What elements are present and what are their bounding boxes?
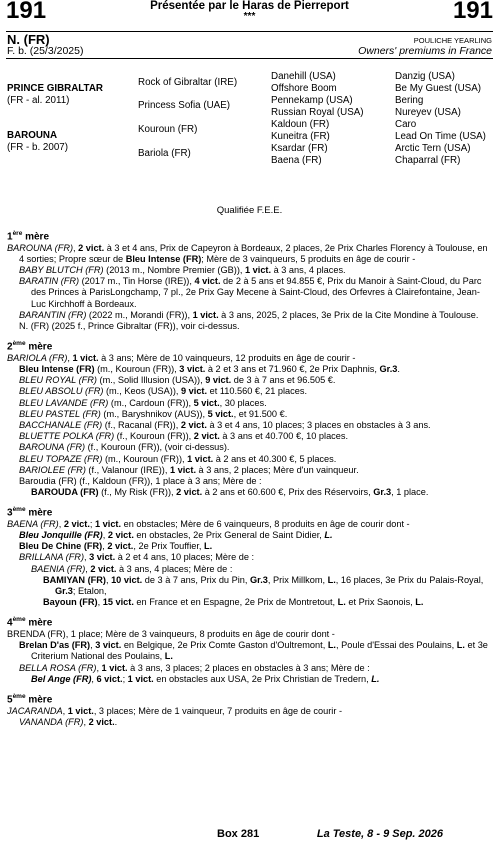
produce-entry: BARIOLA (FR), 1 vict. à 3 ans; Mère de 10 vainqueurs, 12 produits en âge de courir - <box>7 352 356 363</box>
produce-entry: Bel Ange (FR), 6 vict.; 1 vict. en obstacles aux USA, 2e Prix Christian de Tredern, L. <box>31 673 380 684</box>
header-rule-top <box>6 31 493 32</box>
pedigree-g3: Kuneitra (FR) <box>271 131 330 142</box>
produce-entry: Bleu De Chine (FR), 2 vict., 2e Prix Touffier, L. <box>19 541 213 552</box>
produce-entry: BARANTIN (FR) (2022 m., Morandi (FR)), 1 vict. à 3 ans, 2025, 2 places, 3e Prix de la Cite Mondine à Toulouse. <box>19 309 479 320</box>
produce-entry: BLEU ABSOLU (FR) (m., Keos (USA)), 9 vict. et 110.560 €, 21 places. <box>19 386 307 397</box>
presenter: Présentée par le Haras de Pierreport <box>150 0 349 12</box>
produce-entry: BAENA (FR), 2 vict.; 1 vict. en obstacles; Mère de 6 vainqueurs, 8 produits en âge de courir dont - <box>7 518 410 529</box>
footer-box: Box 281 <box>217 828 260 840</box>
qualification: Qualifiée F.E.E. <box>216 205 283 216</box>
produce-entry: VANANDA (FR), 2 vict.. <box>19 716 118 727</box>
produce-entry: BARIOLEE (FR) (f., Valanour (IRE)), 1 vict. à 3 ans, 2 places; Mère d'un vainqueur. <box>19 464 359 475</box>
dam-name: BAROUNA <box>7 130 58 141</box>
header-rule-bottom <box>6 58 493 59</box>
pedigree-g4: Caro <box>395 119 417 130</box>
produce-entry: BELLA ROSA (FR), 1 vict. à 3 ans, 3 places; 2 places en obstacles à 3 ans; Mère de : <box>19 662 370 673</box>
dam-sire: Kouroun (FR) <box>138 124 198 135</box>
produce-entry: BRILLANA (FR), 3 vict. à 2 et 4 ans, 10 places; Mère de : <box>19 552 255 563</box>
pedigree-g3: Ksardar (FR) <box>271 143 328 154</box>
produce-entry: N. (FR) (2025 f., Prince Gibraltar (FR)), voir ci-dessus. <box>19 320 240 331</box>
pedigree-g4: Danzig (USA) <box>395 71 455 82</box>
pedigree-g3: Pennekamp (USA) <box>271 95 353 106</box>
lot-number-left: 191 <box>6 0 47 24</box>
grandsire: Rock of Gibraltar (IRE) <box>138 77 238 88</box>
dam-section-heading: 1ère mère <box>7 230 50 243</box>
dam-info: (FR - b. 2007) <box>7 142 68 153</box>
pedigree-g3: Baena (FR) <box>271 155 322 166</box>
sire-info: (FR - al. 2011) <box>7 95 70 106</box>
premiums-note: Owners' premiums in France <box>358 45 492 57</box>
pedigree-g3: Offshore Boom <box>271 83 337 94</box>
produce-entry: BAENIA (FR), 2 vict. à 3 ans, 4 places; Mère de : <box>31 563 233 574</box>
second-dam: Bariola (FR) <box>138 148 191 159</box>
produce-entry: BLUETTE POLKA (FR) (f., Kouroun (FR)), 2 vict. à 3 ans et 40.700 €, 10 places. <box>19 431 349 442</box>
dam-section-heading: 5ème mère <box>7 693 53 706</box>
produce-entry: BAMIYAN (FR), 10 vict. de 3 à 7 ans, Prix du Pin, Gr.3, Prix Millkom, L., 16 places, 3e Prix du Palais-Royal, Gr.3; Etalon, <box>43 574 484 597</box>
produce-record <box>7 222 493 728</box>
sire-name: PRINCE GIBRALTAR <box>7 83 103 94</box>
dam-section-heading: 3ème mère <box>7 506 53 519</box>
pedigree-g4: Nureyev (USA) <box>395 107 461 118</box>
produce-entry: BAROUDA (FR) (f., My Risk (FR)), 2 vict. à 2 ans et 60.600 €, Prix des Réservoirs, Gr.3, 1 place. <box>31 487 429 498</box>
pedigree-g4: Chaparral (FR) <box>395 155 461 166</box>
pedigree-g4: Bering <box>395 95 424 106</box>
produce-entry: Bleu Jonquille (FR), 2 vict. en obstacles, 2e Prix General de Saint Didier, L. <box>19 530 333 541</box>
produce-entry: BARATIN (FR) (2017 m., Tin Horse (IRE)), 4 vict. de 2 à 5 ans et 94.855 €, Prix du Manoir à Saint-Cloud, du Parc des Princes à ParisLongchamp, 7 pl., 2e Prix Gay Mecene à Saint-Cloud, des Orfevres à Clairefontaine, Jean-Luc Kirchhoff à Bordeaux. <box>19 276 482 309</box>
category: POULICHE YEARLING <box>413 36 492 45</box>
produce-entry: BRENDA (FR), 1 place; Mère de 3 vainqueurs, 8 produits en âge de courir dont - <box>7 629 335 640</box>
produce-entry: Bleu Intense (FR) (m., Kouroun (FR)), 3 vict. à 2 et 3 ans et 71.960 €, 2e Prix Daphnis, Gr.3. <box>19 363 400 374</box>
produce-entry: BAROUNA (FR) (f., Kouroun (FR)), (voir ci-dessus). <box>19 442 230 453</box>
produce-entry: BLEU TOPAZE (FR) (m., Kouroun (FR)), 1 vict. à 2 ans et 40.300 €, 5 places. <box>19 453 337 464</box>
produce-entry: Brelan D'as (FR), 3 vict. en Belgique, 2e Prix Comte Gaston d'Oultremont, L., Poule d'Essai des Poulains, L. et 3e Criterium National des Poulains, L. <box>19 640 488 662</box>
pedigree-g4: Arctic Tern (USA) <box>395 143 471 154</box>
stars: *** <box>243 11 256 22</box>
pedigree-g3: Danehill (USA) <box>271 71 336 82</box>
pedigree-g3: Russian Royal (USA) <box>271 107 364 118</box>
produce-entry: BLEU LAVANDE (FR) (m., Cardoun (FR)), 5 vict., 30 places. <box>19 397 267 408</box>
granddam-sire-side: Princess Sofia (UAE) <box>138 100 231 111</box>
produce-entry: BABY BLUTCH (FR) (2013 m., Nombre Premier (GB)), 1 vict. à 3 ans, 4 places. <box>19 264 346 275</box>
pedigree-g4: Lead On Time (USA) <box>395 131 486 142</box>
dam-section-heading: 4ème mère <box>7 616 53 629</box>
horse-description: F. b. (25/3/2025) <box>7 45 84 57</box>
produce-entry: Baroudia (FR) (f., Kaldoun (FR)), 1 place à 3 ans; Mère de : <box>19 475 262 486</box>
lot-number-right: 191 <box>452 0 493 24</box>
produce-entry: BLEU ROYAL (FR) (m., Solid Illusion (USA)), 9 vict. de 3 à 7 ans et 96.505 €. <box>19 375 336 386</box>
footer-place: La Teste, 8 - 9 Sep. 2026 <box>316 828 443 840</box>
produce-entry: JACARANDA, 1 vict., 3 places; Mère de 1 vainqueur, 7 produits en âge de courir - <box>7 705 343 716</box>
pedigree-g3: Kaldoun (FR) <box>271 119 330 130</box>
dam-section-heading: 2ème mère <box>7 340 53 353</box>
horse-name: N. (FR) <box>7 32 50 47</box>
produce-entry: Bayoun (FR), 15 vict. en France et en Espagne, 2e Prix de Montretout, L. et Prix Saonois, L. <box>43 597 424 608</box>
produce-entry: BLEU PASTEL (FR) (m., Baryshnikov (AUS)), 5 vict., et 91.500 €. <box>19 408 288 419</box>
pedigree-g4: Be My Guest (USA) <box>395 83 482 94</box>
produce-entry: BACCHANALE (FR) (f., Racanal (FR)), 2 vict. à 3 et 4 ans, 10 places; 3 places en obstacles à 3 ans. <box>19 419 431 430</box>
produce-entry: BAROUNA (FR), 2 vict. à 3 et 4 ans, Prix de Capeyron à Bordeaux, 2 places, 2e Prix Charles Florency à Toulouse, en 4 sorties; Propre sœur de Bleu Intense (FR); Mère de 3 vainqueurs, 5 produits en âge de courir - <box>7 242 488 264</box>
